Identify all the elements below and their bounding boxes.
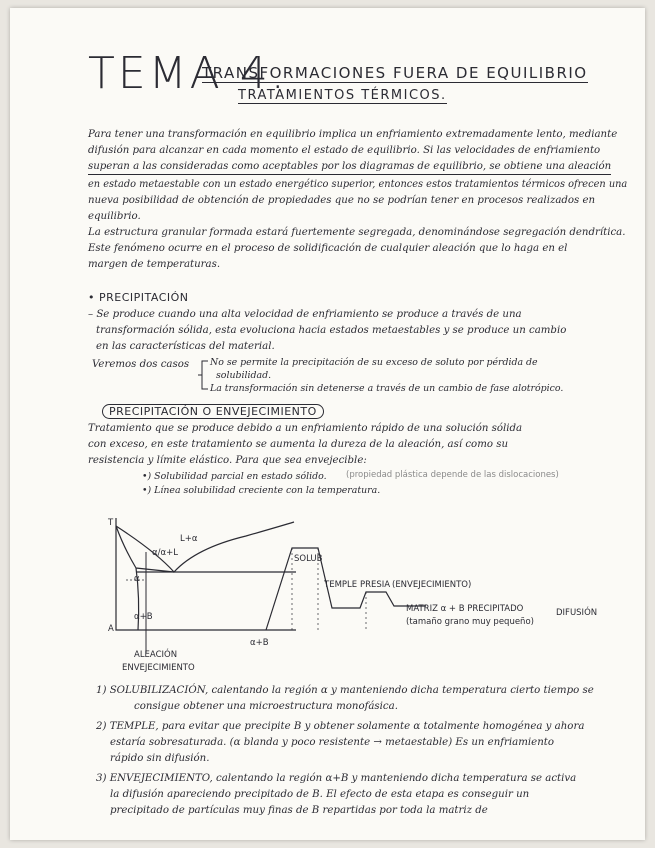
region-alpha: α — [134, 574, 140, 584]
precipitacion-line: – Se produce cuando una alta velocidad de enfriamiento se produce a través de una — [88, 309, 522, 320]
bullet-solubilidad: •) Solubilidad parcial en estado sólido. — [142, 471, 327, 482]
label-solub: SOLUB — [294, 554, 323, 564]
step-temple-cont: estaría sobresaturada. (α blanda y poco resistente → metaestable) Es un enfriamiento — [110, 737, 554, 748]
label-temple: TEMPLE — [324, 580, 358, 590]
notebook-page — [10, 8, 645, 840]
envejecimiento-line: con exceso, en este tratamiento se aumenta la dureza de la aleación, así como su — [88, 439, 509, 450]
label-ab-bottom: α+B — [250, 638, 269, 648]
step-temple-cont2: rápido sin difusión. — [110, 753, 210, 764]
intro-line: Este fenómeno ocurre en el proceso de solidificación de cualquier aleación que lo haga en el — [88, 243, 568, 254]
intro-line: nueva posibilidad de obtención de propiedades que no se podrían tener en procesos realizados en — [88, 195, 596, 206]
bullet-note: (propiedad plástica depende de las dislocaciones) — [346, 470, 559, 480]
axis-a-label: A — [108, 624, 114, 634]
intro-line: equilibrio. — [88, 211, 141, 222]
precipitacion-line: en las características del material. — [96, 341, 275, 352]
chapter-title: TRANSFORMACIONES FUERA DE EQUILIBRIO — [202, 64, 588, 82]
axis-t-label: T — [108, 518, 114, 528]
region-alpha-l: α/α+L — [152, 548, 178, 558]
casos-label: Veremos dos casos — [92, 359, 190, 370]
step-envejecimiento-cont: la difusión apareciendo precipitado de B. El efecto de esta etapa es conseguir un — [110, 789, 530, 800]
region-alpha-beta: α+B — [134, 612, 153, 622]
tema-title: TEMA 4. — [88, 48, 288, 99]
label-difusion: DIFUSIÓN — [556, 608, 598, 618]
bullet-linea: •) Línea solubilidad creciente con la temperatura. — [142, 485, 381, 496]
label-aleacion: ALEACIÓN — [134, 650, 178, 660]
intro-line: difusión para alcanzar en cada momento el estado de equilibrio. Si las velocidades de enfriamiento — [88, 145, 601, 156]
intro-line: Para tener una transformación en equilibrio implica un enfriamiento extremadamente lento, mediante — [88, 129, 618, 140]
intro-line: La estructura granular formada estará fuertemente segregada, denominándose segregación dendrítica. — [88, 227, 626, 238]
caso-1: No se permite la precipitación de su exceso de soluto por pérdida de — [210, 357, 538, 368]
intro-line: en estado metaestable con un estado energético superior, entonces estos tratamientos térmicos ofrecen una — [88, 179, 628, 190]
envejecimiento-line: resistencia y límite elástico. Para que sea envejecible: — [88, 455, 367, 466]
precipitacion-heading: • PRECIPITACIÓN — [88, 291, 189, 304]
caso-1-cont: solubilidad. — [216, 370, 272, 381]
intro-line: margen de temperaturas. — [88, 259, 221, 270]
label-envej-paren: (ENVEJECIMIENTO) — [392, 580, 472, 590]
caso-2: La transformación sin detenerse a través de un cambio de fase alotrópico. — [210, 383, 564, 394]
step-solubilizacion: 1) SOLUBILIZACIÓN, calentando la región α y manteniendo dicha temperatura cierto tiempo se — [96, 685, 594, 696]
label-tamano: (tamaño grano muy pequeño) — [406, 617, 534, 627]
chapter-subtitle: TRATAMIENTOS TÉRMICOS. — [238, 88, 447, 103]
step-envejecimiento-cont2: precipitado de partículas muy finas de B repartidas por toda la matriz de — [110, 805, 488, 816]
step-temple: 2) TEMPLE, para evitar que precipite B y obtener solamente α totalmente homogénea y ahora — [96, 721, 585, 732]
envejecimiento-heading: PRECIPITACIÓN O ENVEJECIMIENTO — [102, 404, 324, 419]
envejecimiento-line: Tratamiento que se produce debido a un enfriamiento rápido de una solución sólida — [88, 423, 523, 434]
step-solubilizacion-cont: consigue obtener una microestructura monofásica. — [134, 701, 398, 712]
precipitacion-line: transformación sólida, esta evoluciona hacia estados metaestables y se produce un cambio — [96, 325, 567, 336]
region-l: L+α — [180, 534, 198, 544]
intro-line: superan a las consideradas como aceptables por los diagramas de equilibrio, se obtiene una aleación — [88, 160, 611, 175]
label-presia: PRESIA — [360, 580, 391, 590]
label-matriz: MATRIZ α + B PRECIPITADO — [406, 604, 524, 614]
step-envejecimiento: 3) ENVEJECIMIENTO, calentando la región α+B y manteniendo dicha temperatura se activa — [96, 773, 577, 784]
label-envejecimiento: ENVEJECIMIENTO — [122, 663, 195, 673]
